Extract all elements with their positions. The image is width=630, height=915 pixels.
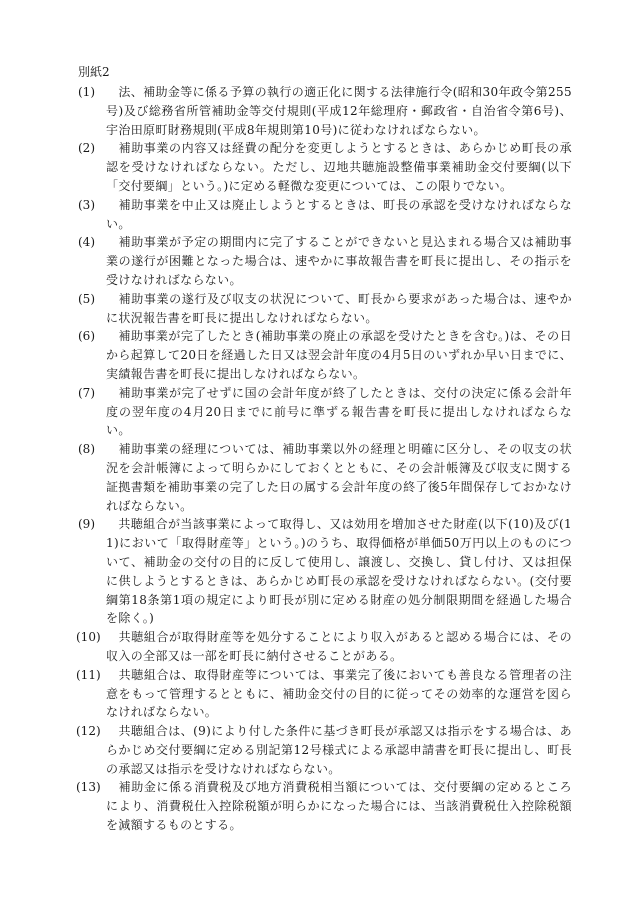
clause-text: 共聴組合が取得財産等を処分することにより収入があると認める場合には、その収入の全部又は一部を町長に納付させることがある。	[106, 630, 572, 663]
clause-item	[78, 722, 572, 778]
clause-number: (4)	[78, 235, 95, 250]
clause-number: (5)	[78, 291, 95, 306]
clause-text: 共聴組合は、(9)により付した条件に基づき町長が承認又は指示をする場合は、あらかじめ交付要綱に定める別記第12号様式による承認申請書を町長に提出し、町長の承認又は指示を受けなければならない。	[106, 724, 572, 776]
clause-item	[78, 139, 572, 195]
clause-text: 補助金に係る消費税及び地方消費税相当額については、交付要綱の定めるところにより、消費税仕入控除税額が明らかになった場合には、当該消費税仕入控除税額を減額するものとする。	[106, 780, 572, 833]
clause-text: 補助事業を中止又は廃止しようとするときは、町長の承認を受けなければならない。	[106, 197, 572, 231]
clause-item	[78, 778, 572, 834]
clause-text: 補助事業の経理については、補助事業以外の経理と明確に区分し、その収支の状況を会計帳簿によって明らかにしておくとともに、その会計帳簿及び収支に関する証拠書類を補助事業の完了した日の属する会計年度の終了後5年間保存しておかなければならない。	[106, 442, 572, 513]
clause-item	[78, 515, 572, 628]
clause-text: 共聴組合は、取得財産等については、事業完了後においても善良なる管理者の注意をもって管理するとともに、補助金交付の目的に従ってその効率的な運営を図らなければならない。	[106, 667, 572, 720]
clause-text: 法、補助金等に係る予算の執行の適正化に関する法律施行令(昭和30年政令第255号)及び総務省所管補助金等交付規則(平成12年総理府・郵政省・自治省令第6号)、宇治田原町財務規則(平成8年規則第10号)に従わなければならない。	[106, 85, 572, 137]
clause-item	[78, 196, 572, 234]
clause-number: (11)	[76, 667, 101, 682]
clause-text: 補助事業の内容又は経費の配分を変更しようとするときは、あらかじめ町長の承認を受けなければならない。ただし、辺地共聴施設整備事業補助金交付要綱(以下「交付要綱」という。)に定める軽微な変更については、この限りでない。	[106, 141, 572, 193]
clause-item	[78, 440, 572, 515]
clause-number: (7)	[78, 385, 95, 400]
clause-number: (8)	[78, 442, 95, 457]
attachment-heading: 別紙2	[78, 65, 110, 79]
clause-number: (12)	[76, 724, 101, 739]
clause-item	[78, 327, 572, 383]
clause-item	[78, 628, 572, 666]
clause-number: (2)	[78, 141, 95, 156]
clause-number: (1)	[78, 85, 95, 99]
clause-text: 補助事業の遂行及び収支の状況について、町長から要求があった場合は、速やかに状況報告書を町長に提出しなければならない。	[106, 291, 572, 325]
clause-text: 補助事業が完了せずに国の会計年度が終了したときは、交付の決定に係る会計年度の翌年度の4月20日までに前号に準ずる報告書を町長に提出しなければならない。	[106, 385, 572, 438]
clause-text: 補助事業が完了したとき(補助事業の廃止の承認を受けたときを含む。)は、その日から起算して20日を経過した日又は翌会計年度の4月5日のいずれか早い日までに、実績報告書を町長に提出しなければならない。	[106, 329, 572, 381]
clause-item	[78, 233, 572, 289]
clause-list	[78, 83, 572, 835]
clause-text: 補助事業が予定の期間内に完了することができないと見込まれる場合又は補助事業の遂行が困難となった場合は、速やかに事故報告書を町長に提出し、その指示を受けなければならない。	[106, 235, 572, 287]
clause-number: (9)	[78, 517, 95, 532]
clause-text: 共聴組合が当該事業によって取得し、又は効用を増加させた財産(以下(10)及び(11)において「取得財産等」という。)のうち、取得価格が単価50万円以上のものについて、補助金の交付の目的に反して使用し、譲渡し、交換し、貸し付け、又は担保に供しようとするときは、あらかじめ町長の承認を受けなければならない。(交付要綱第18条第1項の規定により町長が別に定める財産の処分制限期間を経過した場合を除く。)	[106, 517, 572, 626]
clause-item	[78, 83, 572, 139]
clause-item	[78, 666, 572, 722]
clause-number: (3)	[78, 197, 95, 212]
clause-item	[78, 290, 572, 328]
clause-number: (13)	[76, 780, 101, 795]
clause-number: (6)	[78, 329, 95, 344]
clause-number: (10)	[76, 630, 101, 645]
clause-item	[78, 384, 572, 440]
